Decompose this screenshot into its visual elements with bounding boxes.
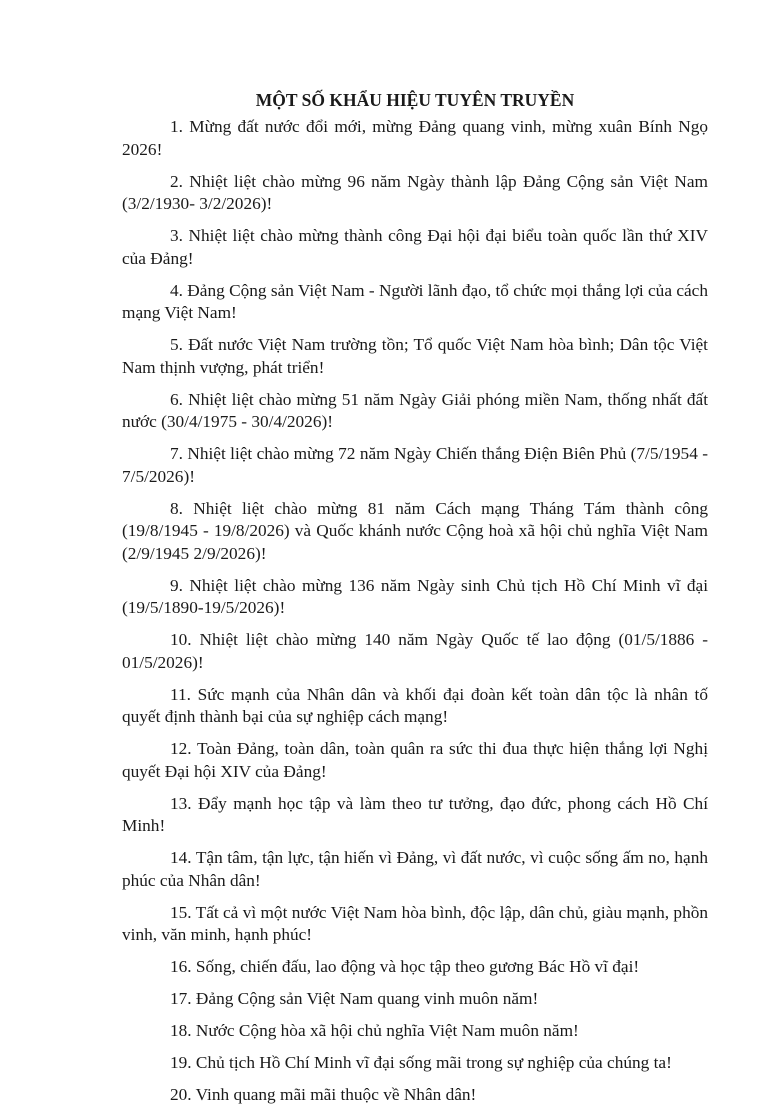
slogan-item: 7. Nhiệt liệt chào mừng 72 năm Ngày Chiến thắng Điện Biên Phủ (7/5/1954 - 7/5/2026)! [122,444,708,486]
slogan-item: 14. Tận tâm, tận lực, tận hiến vì Đảng, vì đất nước, vì cuộc sống ấm no, hạnh phúc của Nhân dân! [122,848,708,890]
slogan-item: 5. Đất nước Việt Nam trường tồn; Tổ quốc Việt Nam hòa bình; Dân tộc Việt Nam thịnh vượng, phát triển! [122,335,708,377]
slogan-item: 10. Nhiệt liệt chào mừng 140 năm Ngày Quốc tế lao động (01/5/1886 - 01/5/2026)! [122,630,708,672]
slogan-item: 15. Tất cả vì một nước Việt Nam hòa bình, độc lập, dân chủ, giàu mạnh, phồn vinh, văn minh, hạnh phúc! [122,902,708,944]
slogan-list [122,116,708,1107]
slogan-item: 1. Mừng đất nước đổi mới, mừng Đảng quang vinh, mừng xuân Bính Ngọ 2026! [122,117,708,159]
slogan-item: 16. Sống, chiến đấu, lao động và học tập theo gương Bác Hồ vĩ đại! [170,957,640,976]
slogan-item: 13. Đẩy mạnh học tập và làm theo tư tưởng, đạo đức, phong cách Hồ Chí Minh! [122,793,708,835]
slogan-item: 11. Sức mạnh của Nhân dân và khối đại đoàn kết toàn dân tộc là nhân tố quyết định thành bại của sự nghiệp cách mạng! [122,684,708,726]
slogan-item: 2. Nhiệt liệt chào mừng 96 năm Ngày thành lập Đảng Cộng sản Việt Nam (3/2/1930- 3/2/2026)! [122,171,708,213]
slogan-item: 6. Nhiệt liệt chào mừng 51 năm Ngày Giải phóng miền Nam, thống nhất đất nước (30/4/1975 - 30/4/2026)! [122,389,708,431]
slogan-item: 3. Nhiệt liệt chào mừng thành công Đại hội đại biểu toàn quốc lần thứ XIV của Đảng! [122,226,708,268]
slogan-item: 9. Nhiệt liệt chào mừng 136 năm Ngày sinh Chủ tịch Hồ Chí Minh vĩ đại (19/5/1890-19/5/2026)! [122,575,708,617]
slogan-item: 12. Toàn Đảng, toàn dân, toàn quân ra sức thi đua thực hiện thắng lợi Nghị quyết Đại hội XIV của Đảng! [122,739,708,781]
slogan-item: 8. Nhiệt liệt chào mừng 81 năm Cách mạng Tháng Tám thành công (19/8/1945 - 19/8/2026) và Quốc khánh nước Cộng hoà xã hội chủ nghĩa Việt Nam (2/9/1945 2/9/2026)! [122,498,708,563]
slogan-item: 19. Chủ tịch Hồ Chí Minh vĩ đại sống mãi trong sự nghiệp của chúng ta! [170,1053,672,1072]
slogan-item: 18. Nước Cộng hòa xã hội chủ nghĩa Việt Nam muôn năm! [170,1021,579,1040]
document-page [122,88,708,1116]
slogan-item: 4. Đảng Cộng sản Việt Nam - Người lãnh đạo, tổ chức mọi thắng lợi của cách mạng Việt Nam! [122,280,708,322]
document-title: MỘT SỐ KHẨU HIỆU TUYÊN TRUYỀN [255,90,575,110]
slogan-item: 17. Đảng Cộng sản Việt Nam quang vinh muôn năm! [170,989,539,1008]
slogan-item: 20. Vinh quang mãi mãi thuộc về Nhân dân! [170,1085,477,1104]
